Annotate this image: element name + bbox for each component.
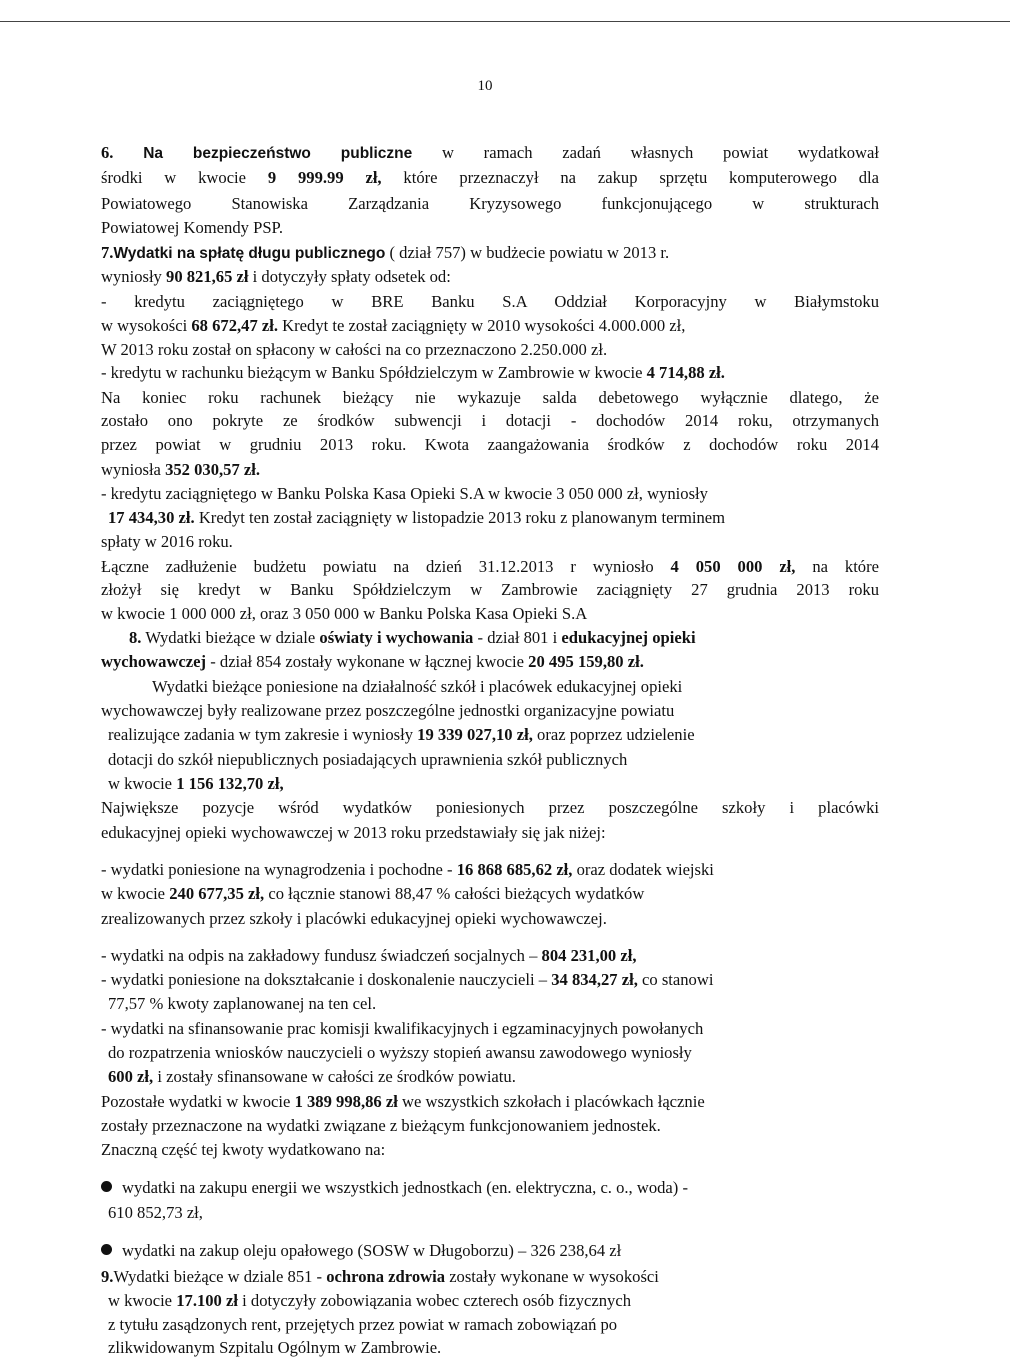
s9-line-4: zlikwidowanym Szpitalu Ogólnym w Zambrowie. — [108, 1338, 442, 1357]
s8-line-6: dotacji do szkół niepublicznych posiadających uprawnienia szkół publicznych — [108, 749, 628, 769]
s6-line-2: środki w kwocie 9 999.99 zł, które przeznaczył na zakup sprzętu komputerowego dla — [101, 168, 879, 188]
s7-line-11: - kredytu zaciągniętego w Banku Polska Kasa Opieki S.A w kwocie 3 050 000 zł, wyniosły — [101, 483, 708, 503]
amount: 34 834,27 zł, — [551, 969, 638, 989]
section-heading: Na bezpieczeństwo publiczne — [143, 145, 413, 162]
s6-line-1: 6. Na bezpieczeństwo publiczne w ramach zadań własnych powiat wydatkował — [101, 143, 880, 162]
s7-line-13: spłaty w 2016 roku. — [101, 531, 233, 551]
s7-line-5: W 2013 roku został on spłacony w całości na co przeznaczono 2.250.000 zł. — [101, 339, 608, 359]
s8-line-10: - wydatki poniesione na wynagrodzenia i pochodne - 16 868 685,62 zł, oraz dodatek wiejski — [101, 859, 714, 879]
amount: 1 156 132,70 zł, — [176, 774, 284, 794]
s8-line-7: w kwocie 1 156 132,70 zł, — [108, 774, 284, 794]
s7-line-1: 7.Wydatki na spłatę długu publicznego ( dział 757) w budżecie powiatu w 2013 r. — [101, 243, 670, 263]
s8-line-4: wychowawczej były realizowane przez poszczególne jednostki organizacyjne powiatu — [101, 701, 675, 721]
s9-line-3: z tytułu zasądzonych rent, przejętych przez powiat w ramach zobowiązań po — [108, 1314, 618, 1334]
s8-line-16: - wydatki na sfinansowanie prac komisji kwalifikacyjnych i egzaminacyjnych powołanych — [101, 1018, 704, 1038]
s8-line-9: edukacyjnej opieki wychowawczej w 2013 roku przedstawiały się jak niżej: — [101, 822, 606, 842]
section-number: 8. — [129, 628, 142, 647]
s8-line-17: do rozpatrzenia wniosków nauczycieli o wyższy stopień awansu zawodowego wyniosły — [108, 1042, 692, 1062]
s8-line-1: 8. Wydatki bieżące w dziale oświaty i wychowania - dział 801 i edukacyjnej opieki — [129, 628, 696, 647]
s8-line-15: 77,57 % kwoty zaplanowanej na ten cel. — [108, 994, 377, 1014]
bullet-icon — [101, 1244, 112, 1255]
top-rule — [0, 21, 1010, 22]
s7-line-4: w wysokości 68 672,47 zł. Kredyt te został zaciągnięty w 2010 wysokości 4.000.000 zł, — [101, 316, 686, 336]
s8-line-8: Największe pozycje wśród wydatków poniesionych przez poszczególne szkoły i placówki — [101, 798, 879, 818]
s8-line-19: Pozostałe wydatki w kwocie 1 389 998,86 zł we wszystkich szkołach i placówkach łącznie — [101, 1091, 705, 1111]
s7-line-10: wyniosła 352 030,57 zł. — [101, 459, 261, 479]
amount: 804 231,00 zł, — [541, 945, 637, 965]
s8-line-18: 600 zł, i zostały sfinansowane w całości ze środków powiatu. — [108, 1067, 516, 1087]
amount: 20 495 159,80 zł. — [528, 652, 644, 672]
amount: 17.100 zł — [176, 1291, 238, 1311]
amount: 352 030,57 zł. — [165, 459, 261, 479]
s7-line-16: w kwocie 1 000 000 zł, oraz 3 050 000 w Banku Polska Kasa Opieki S.A — [101, 603, 588, 623]
s6-line-4: Powiatowej Komendy PSP. — [101, 218, 284, 237]
s8-line-20: zostały przeznaczone na wydatki związane z bieżącym funkcjonowaniem jednostek. — [101, 1115, 661, 1135]
s7-line-15: złożył się kredyt w Banku Spółdzielczym w Zambrowie zaciągnięty 27 grudnia 2013 roku — [101, 580, 879, 600]
s8-line-14: - wydatki poniesione na dokształcanie i doskonalenie nauczycieli – 34 834,27 zł, co stanowi — [101, 969, 714, 989]
s7-line-9: przez powiat w grudniu 2013 roku. Kwota zaangażowania środków z dochodów roku 2014 — [101, 435, 879, 455]
amount: 4 050 000 zł, — [670, 556, 796, 576]
amount: 1 389 998,86 zł — [294, 1091, 398, 1111]
s9-line-2: w kwocie 17.100 zł i dotyczyły zobowiązania wobec czterech osób fizycznych — [108, 1291, 631, 1311]
amount: 16 868 685,62 zł, — [456, 859, 573, 879]
page-number: 10 — [477, 78, 493, 94]
s7-line-14: Łączne zadłużenie budżetu powiatu na dzień 31.12.2013 r wyniosło 4 050 000 zł, na które — [101, 556, 879, 576]
s6-line-3: Powiatowego Stanowiska Zarządzania Kryzysowego funkcjonującego w strukturach — [101, 193, 879, 213]
s8-line-3: Wydatki bieżące poniesione na działalność szkół i placówek edukacyjnej opieki — [152, 676, 683, 696]
amount: 240 677,35 zł, — [169, 884, 265, 904]
s8-line-11: w kwocie 240 677,35 zł, co łącznie stanowi 88,47 % całości bieżących wydatków — [101, 884, 645, 904]
bullet-item-1-cont: 610 852,73 zł, — [108, 1202, 203, 1222]
amount: 17 434,30 zł. — [108, 508, 195, 528]
bullet-item-2: wydatki na zakup oleju opałowego (SOSW w Długoborzu) – 326 238,64 zł — [101, 1241, 621, 1261]
section-number: 7. — [101, 243, 114, 263]
s9-line-1: 9.Wydatki bieżące w dziale 851 - ochrona zdrowia zostały wykonane w wysokości — [101, 1266, 659, 1286]
section-heading: Wydatki na spłatę długu publicznego — [113, 245, 386, 263]
s8-line-5: realizujące zadania w tym zakresie i wyniosły 19 339 027,10 zł, oraz poprzez udzielenie — [108, 725, 695, 745]
s7-line-8: zostało ono pokryte ze środków subwencji i dotacji - dochodów 2014 roku, otrzymanych — [101, 410, 879, 430]
s7-line-3: - kredytu zaciągniętego w BRE Banku S.A Oddział Korporacyjny w Białymstoku — [101, 292, 879, 311]
s8-line-21: Znaczną część tej kwoty wydatkowano na: — [101, 1140, 386, 1160]
amount: 90 821,65 zł — [166, 266, 249, 286]
s7-line-6: - kredytu w rachunku bieżącym w Banku Spółdzielczym w Zambrowie w kwocie 4 714,88 zł. — [101, 363, 725, 383]
bullet-icon — [101, 1181, 112, 1192]
amount: 9 999.99 zł, — [267, 168, 382, 188]
s8-line-12: zrealizowanych przez szkoły i placówki edukacyjnej opieki wychowawczej. — [101, 908, 607, 928]
amount: 19 339 027,10 zł, — [417, 725, 533, 745]
s8-line-13: - wydatki na odpis na zakładowy fundusz świadczeń socjalnych – 804 231,00 zł, — [101, 945, 637, 965]
s7-line-12: 17 434,30 zł. Kredyt ten został zaciągnięty w listopadzie 2013 roku z planowanym terminem — [108, 508, 726, 528]
amount: 600 zł, — [108, 1067, 154, 1087]
section-number: 6. — [101, 143, 114, 162]
s7-line-7: Na koniec roku rachunek bieżący nie wykazuje salda debetowego wyłącznie dlatego, że — [101, 387, 879, 407]
s7-line-2: wyniosły 90 821,65 zł i dotyczyły spłaty odsetek od: — [101, 266, 451, 286]
bullet-item-1: wydatki na zakupu energii we wszystkich jednostkach (en. elektryczna, c. o., woda) - — [101, 1178, 688, 1198]
amount: 4 714,88 zł. — [646, 363, 725, 383]
s8-line-2: wychowawczej - dział 854 zostały wykonane w łącznej kwocie 20 495 159,80 zł. — [101, 652, 644, 672]
section-number: 9. — [101, 1266, 114, 1286]
amount: 68 672,47 zł. — [191, 316, 279, 336]
